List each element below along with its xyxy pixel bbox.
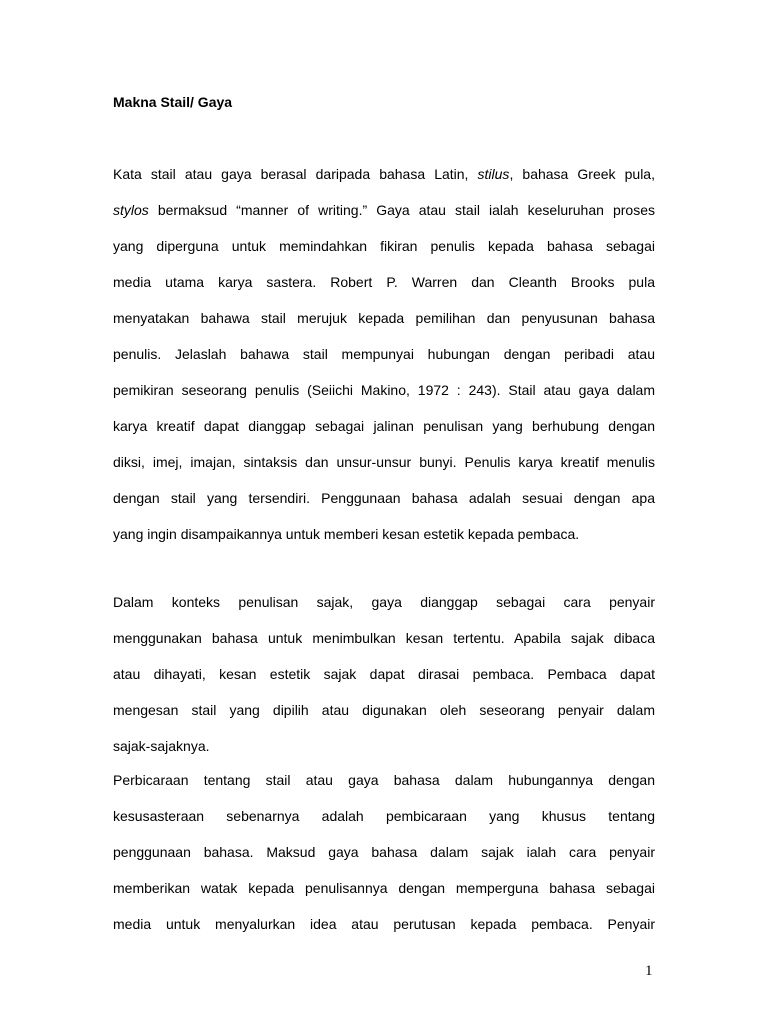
text-segment: memberikan watak kepada penulisannya dengan memperguna bahasa sebagai [113,880,655,896]
text-line [113,879,655,915]
text-segment: penggunaan bahasa. Maksud gaya bahasa dalam sajak ialah cara penyair [113,844,655,860]
text-segment: yang ingin disampaikannya untuk memberi kesan estetik kepada pembaca. [113,526,580,542]
text-line [113,737,655,773]
text-line [113,417,655,453]
text-line [113,381,655,417]
text-line [113,701,655,737]
text-line [113,309,655,345]
text-line [113,237,655,273]
text-line [113,489,655,525]
text-line [113,771,655,807]
text-segment: penulis. Jelaslah bahawa stail mempunyai hubungan dengan peribadi atau [113,346,655,362]
text-segment: Dalam konteks penulisan sajak, gaya dianggap sebagai cara penyair [113,594,655,610]
text-line [113,807,655,843]
text-segment: menyatakan bahawa stail merujuk kepada pemilihan dan penyusunan bahasa [113,310,655,326]
text-segment: pemikiran seseorang penulis (Seiichi Makino, 1972 : 243). Stail atau gaya dalam [113,382,655,398]
text-line [113,525,655,561]
text-line [113,165,655,201]
text-line [113,345,655,381]
text-line [113,593,655,629]
text-segment: mengesan stail yang dipilih atau digunakan oleh seseorang penyair dalam [113,702,655,718]
document-title: Makna Stail/ Gaya [113,94,233,110]
text-line [113,201,655,237]
text-segment: yang diperguna untuk memindahkan fikiran penulis kepada bahasa sebagai [113,238,655,254]
text-line [113,915,655,951]
text-segment: media untuk menyalurkan idea atau perutusan kepada pembaca. Penyair [113,916,655,932]
text-line [113,273,655,309]
text-segment: kesusasteraan sebenarnya adalah pembicaraan yang khusus tentang [113,808,655,824]
paragraph-3 [113,771,655,951]
text-segment: Perbicaraan tentang stail atau gaya bahasa dalam hubungannya dengan [113,772,655,788]
text-segment: karya kreatif dapat dianggap sebagai jalinan penulisan yang berhubung dengan [113,418,655,434]
text-line [113,629,655,665]
text-line [113,843,655,879]
text-line [113,453,655,489]
text-segment: bermaksud “manner of writing.” Gaya atau stail ialah keseluruhan proses [148,202,655,218]
text-segment: media utama karya sastera. Robert P. Warren dan Cleanth Brooks pula [113,274,655,290]
text-line [113,665,655,701]
text-segment: dengan stail yang tersendiri. Penggunaan bahasa adalah sesuai dengan apa [113,490,655,506]
text-segment: Kata stail atau gaya berasal daripada bahasa Latin, [113,166,478,182]
text-segment: , bahasa Greek pula, [509,166,655,182]
italic-term: stylos [113,202,149,218]
italic-term: stilus [477,166,510,182]
text-segment: menggunakan bahasa untuk menimbulkan kesan tertentu. Apabila sajak dibaca [113,630,655,646]
paragraph-2 [113,593,655,773]
text-segment: diksi, imej, imajan, sintaksis dan unsur-unsur bunyi. Penulis karya kreatif menulis [113,454,655,470]
text-segment: sajak-sajaknya. [113,738,210,754]
page-number: 1 [645,963,653,979]
text-segment: atau dihayati, kesan estetik sajak dapat dirasai pembaca. Pembaca dapat [113,666,655,682]
paragraph-1 [113,165,655,561]
